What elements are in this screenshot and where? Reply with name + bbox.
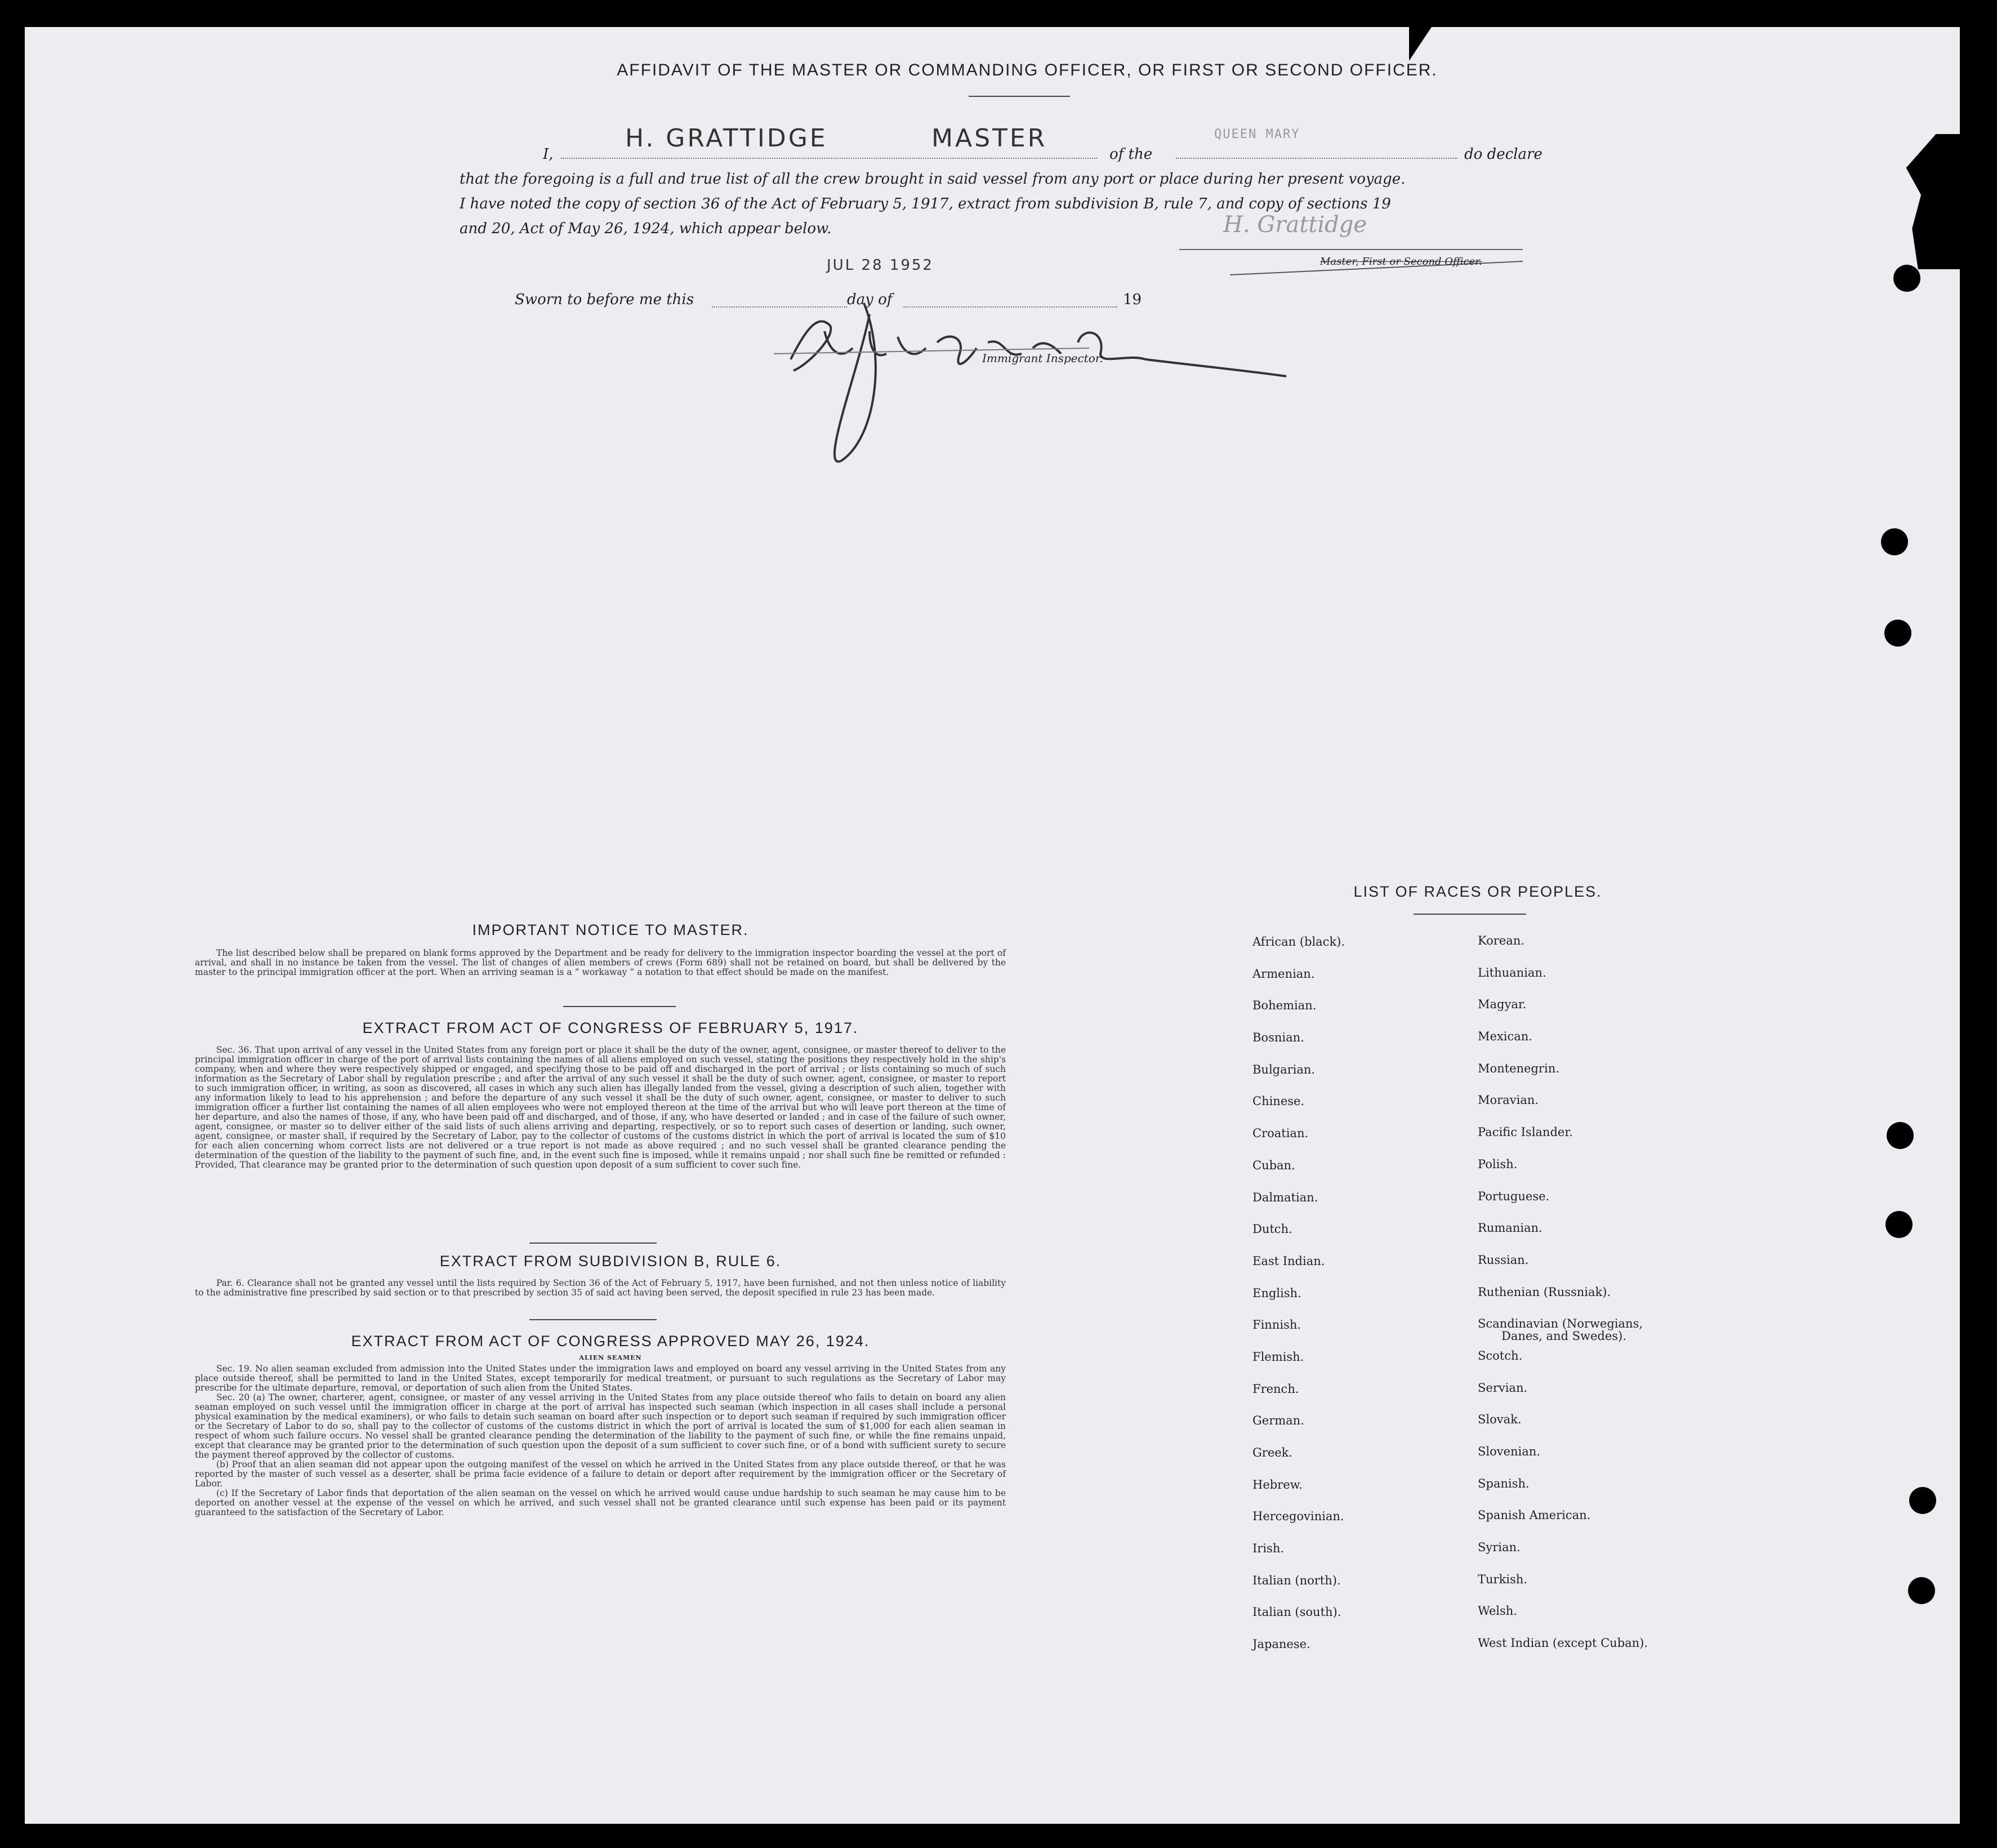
- vessel-line: [1176, 158, 1457, 159]
- race-item: Mexican.: [1478, 1030, 1532, 1044]
- declaration-line-3: I have noted the copy of section 36 of the Act of February 5, 1917, extract from subdivision B, rule 7, and copy of sections 19: [460, 195, 1391, 212]
- race-item-continuation: Danes, and Swedes).: [1501, 1329, 1626, 1343]
- declaration-line-2: that the foregoing is a full and true list of all the crew brought in said vessel from any port or place during her present voyage.: [460, 171, 1406, 188]
- race-item: Finnish.: [1252, 1318, 1301, 1332]
- race-item: Turkish.: [1478, 1572, 1527, 1586]
- extract-1917-body: [195, 1045, 1006, 1170]
- race-item: Russian.: [1478, 1253, 1529, 1267]
- race-item: Syrian.: [1478, 1540, 1521, 1555]
- punch-hole: [1884, 620, 1911, 647]
- i-label: I,: [543, 146, 554, 163]
- race-item: Croatian.: [1252, 1126, 1309, 1141]
- race-item: Japanese.: [1252, 1637, 1310, 1651]
- extract-rule6-paragraph: Par. 6. Clearance shall not be granted any vessel until the lists required by Section 36 of the Act of February 5, 1917, have been furnished, and not then unless notice of liability to the administrative fine prescribed by said section or to that prescribed by section 35 of said act having been served, the deposit specified in rule 23 has been made.: [195, 1278, 1006, 1298]
- name-line: [561, 158, 1097, 159]
- signature-line: [1179, 249, 1523, 250]
- inspector-caption: Immigrant Inspector.: [982, 351, 1103, 365]
- race-item: French.: [1252, 1382, 1299, 1396]
- declaration-line-4: and 20, Act of May 26, 1924, which appear below.: [460, 220, 832, 237]
- race-item: Welsh.: [1478, 1604, 1517, 1618]
- race-item: Bosnian.: [1252, 1031, 1304, 1045]
- divider: [529, 1243, 657, 1244]
- race-item: Slovak.: [1478, 1413, 1522, 1427]
- race-item: Polish.: [1478, 1157, 1518, 1171]
- race-item: Italian (north).: [1252, 1573, 1341, 1587]
- race-item-label: Scandinavian (Norwegians,: [1478, 1317, 1643, 1331]
- year-prefix: 19: [1123, 291, 1142, 308]
- race-item: Ruthenian (Russniak).: [1478, 1285, 1611, 1299]
- alien-seamen-subtitle: ALIEN SEAMEN: [579, 1354, 642, 1361]
- race-item: Pacific Islander.: [1478, 1125, 1573, 1139]
- extract-rule6-title: EXTRACT FROM SUBDIVISION B, RULE 6.: [439, 1253, 782, 1270]
- sec19-paragraph: Sec. 19. No alien seaman excluded from admission into the United States under the immigration laws and employed on board any vessel arriving in the United States from any place outside thereof, shall be permitted to land in the United States, except temporarily for medical treatment, or pursuant to such regulations as the Secretary of Labor may prescribe for the ultimate departure, removal, or deportation of such alien from the United States.: [195, 1364, 1006, 1393]
- sec20c-paragraph: (c) If the Secretary of Labor finds that deportation of the alien seaman on the vessel on which he arrived would cause undue hardship to such seaman he may cause him to be deported on another vessel at the expense of the vessel on which he arrived, and such vessel shall not be granted clearance until such expense has been paid or its payment guaranteed to the satisfaction of the Secretary of Labor.: [195, 1488, 1006, 1517]
- race-item: Chinese.: [1252, 1094, 1305, 1108]
- extract-1924-body: [195, 1364, 1006, 1517]
- race-item: Greek.: [1252, 1446, 1293, 1459]
- master-signature: H. Grattidge: [1223, 212, 1367, 238]
- master-rank: MASTER: [931, 124, 1047, 153]
- race-item: Lithuanian.: [1478, 965, 1546, 979]
- punch-hole: [1893, 265, 1920, 292]
- race-item: African (black).: [1252, 935, 1345, 949]
- notice-body: [195, 949, 1006, 977]
- race-item: Flemish.: [1252, 1350, 1304, 1364]
- torn-edge: [1900, 134, 1960, 269]
- race-item: Irish.: [1252, 1542, 1285, 1556]
- race-item: Korean.: [1478, 934, 1525, 947]
- notice-title: IMPORTANT NOTICE TO MASTER.: [472, 921, 749, 938]
- race-item: Dalmatian.: [1252, 1190, 1318, 1204]
- races-title: LIST OF RACES OR PEOPLES.: [1353, 883, 1602, 900]
- race-item: Scotch.: [1478, 1348, 1523, 1362]
- races-left-column: [1252, 935, 1345, 1669]
- race-item: Dutch.: [1252, 1222, 1292, 1236]
- page-notch: [1409, 27, 1432, 61]
- race-item: Moravian.: [1478, 1093, 1539, 1107]
- day-of-label: day of: [847, 291, 893, 308]
- document-page: [25, 27, 1960, 1824]
- extract-1917-paragraph: Sec. 36. That upon arrival of any vessel in the United States from any foreign port or place it shall be the duty of the owner, agent, consignee, or master thereof to deliver to the principal immigration officer in charge of the port of arrival lists containing the names of all aliens employed on such vessel, stating the positions they respectively hold in the ship's company, when and where they were respectively shipped or engaged, and specifying those to be paid off and discharged in the port of arrival ; or lists containing so much of such information as the Secretary of Labor shall by regulation prescribe ; and after the arrival of any such vessel it shall be the duty of such owner, agent, consignee, or master to report to such immigration officer, in writing, as soon as discovered, all cases in which any such alien has illegally landed from the vessel, giving a description of such alien, together with any information likely to lead to his apprehension ; and before the departure of any such vessel it shall be the duty of such owner, agent, consignee, or master to deliver to such immigration officer a further list containing the names of all alien employees who were not employed thereon at the time of the arrival but who will leave port thereon at the time of her departure, and also the names of those, if any, who have been paid off and discharged, and of those, if any, who have deserted or landed ; and in case of the failure of such owner, agent, consignee, or master so to deliver either of the said lists of such aliens arriving and departing, respectively, or so to report such cases of desertion or landing, such owner, agent, consignee, or master shall, if required by the Secretary of Labor, pay to the collector of customs of the customs district in which the port of arrival is located the sum of $10 for each alien concerning whom correct lists are not delivered or a true report is not made as above required ; and no such vessel shall be granted clearance pending the determination of the question of the liability to the payment of such fine, and, in the event such fine is imposed, while it remains unpaid ; nor shall such fine be remitted or refunded : Provided, That clearance may be granted prior to the determination of such question upon deposit of a sum sufficient to cover such fine.: [195, 1045, 1006, 1170]
- race-item: Spanish American.: [1478, 1508, 1591, 1522]
- notice-paragraph: The list described below shall be prepared on blank forms approved by the Department and be ready for delivery to the immigration inspector boarding the vessel at the port of arrival, and shall in no instance be taken from the vessel. The list of changes of alien members of crews (Form 689) shall not be retained on board, but shall be delivered by the master to the principal immigration officer at the port. When an arriving seaman is a “ workaway ” a notation to that effect should be made on the manifest.: [195, 948, 1006, 977]
- race-item: Slovenian.: [1478, 1445, 1540, 1458]
- affidavit-title: AFFIDAVIT OF THE MASTER OR COMMANDING OFFICER, OR FIRST OR SECOND OFFICER.: [617, 61, 1438, 79]
- race-item: [1478, 1317, 1648, 1349]
- extract-1917-title: EXTRACT FROM ACT OF CONGRESS OF FEBRUARY 5, 1917.: [362, 1019, 859, 1036]
- punch-hole: [1909, 1487, 1936, 1514]
- do-declare-label: do declare: [1464, 146, 1543, 163]
- divider: [563, 1006, 676, 1007]
- races-right-column: [1478, 934, 1648, 1668]
- race-item: Servian.: [1478, 1381, 1528, 1395]
- inspector-signature-scribble: [740, 292, 1303, 472]
- race-item: Cuban.: [1252, 1158, 1295, 1172]
- punch-hole: [1881, 528, 1908, 555]
- vessel-name: QUEEN MARY: [1214, 127, 1300, 141]
- sec20b-paragraph: (b) Proof that an alien seaman did not appear upon the outgoing manifest of the vessel on which he arrived in the United States from any place outside thereof, or that he was reported by the master of such vessel as a deserter, shall be prima facie evidence of a failure to detain or deport after requirement by the immigration officer or the Secretary of Labor.: [195, 1459, 1006, 1489]
- of-the-label: of the: [1109, 146, 1153, 163]
- title-underline: [969, 96, 1070, 97]
- race-item: Bohemian.: [1252, 999, 1317, 1013]
- race-item: Portuguese.: [1478, 1189, 1550, 1203]
- date-stamp: JUL 28 1952: [827, 257, 934, 274]
- race-item: Spanish.: [1478, 1476, 1530, 1490]
- race-item: Hercegovinian.: [1252, 1509, 1344, 1524]
- race-item: West Indian (except Cuban).: [1478, 1636, 1648, 1650]
- extract-rule6-body: [195, 1279, 1006, 1298]
- race-item: Bulgarian.: [1252, 1062, 1316, 1076]
- divider: [529, 1319, 657, 1320]
- punch-hole: [1908, 1577, 1935, 1604]
- divider: [1414, 914, 1526, 915]
- race-item: Hebrew.: [1252, 1477, 1303, 1491]
- race-item: Italian (south).: [1252, 1605, 1341, 1619]
- race-item: Rumanian.: [1478, 1221, 1543, 1235]
- race-item: English.: [1252, 1286, 1301, 1300]
- sec20a-paragraph: Sec. 20 (a) The owner, charterer, agent, consignee, or master of any vessel arriving in the United States from any place outside thereof who fails to detain on board any alien seaman employed on such vessel until the immigration officer in charge at the port of arrival has inspected such seaman (which inspection in all cases shall include a personal physical examination by the medical examiners), or who fails to detain such seaman on board after such inspection or to deport such seaman if required by such immigration officer or the Secretary of Labor to do so, shall pay to the collector of customs of the customs district in which the port of arrival is located the sum of $1,000 for each alien seaman in respect of whom such failure occurs. No vessel shall be granted clearance pending the determination of the liability to the payment of such fine, or while the fine remains unpaid, except that clearance may be granted prior to the determination of such question upon the deposit of a sum sufficient to cover such fine, or of a bond with sufficient surety to secure the payment thereof approved by the collector of customs.: [195, 1392, 1006, 1460]
- race-item: Montenegrin.: [1478, 1061, 1559, 1075]
- punch-hole: [1885, 1211, 1913, 1238]
- race-item: East Indian.: [1252, 1254, 1325, 1268]
- signer-caption: Master, First or Second Officer.: [1320, 256, 1482, 268]
- punch-hole: [1887, 1122, 1914, 1149]
- race-item: Armenian.: [1252, 967, 1315, 981]
- master-name: H. GRATTIDGE: [625, 124, 828, 153]
- extract-1924-title: EXTRACT FROM ACT OF CONGRESS APPROVED MAY 26, 1924.: [351, 1333, 870, 1350]
- sworn-label: Sworn to before me this: [515, 291, 694, 308]
- race-item: German.: [1252, 1414, 1304, 1428]
- race-item: Magyar.: [1478, 998, 1527, 1012]
